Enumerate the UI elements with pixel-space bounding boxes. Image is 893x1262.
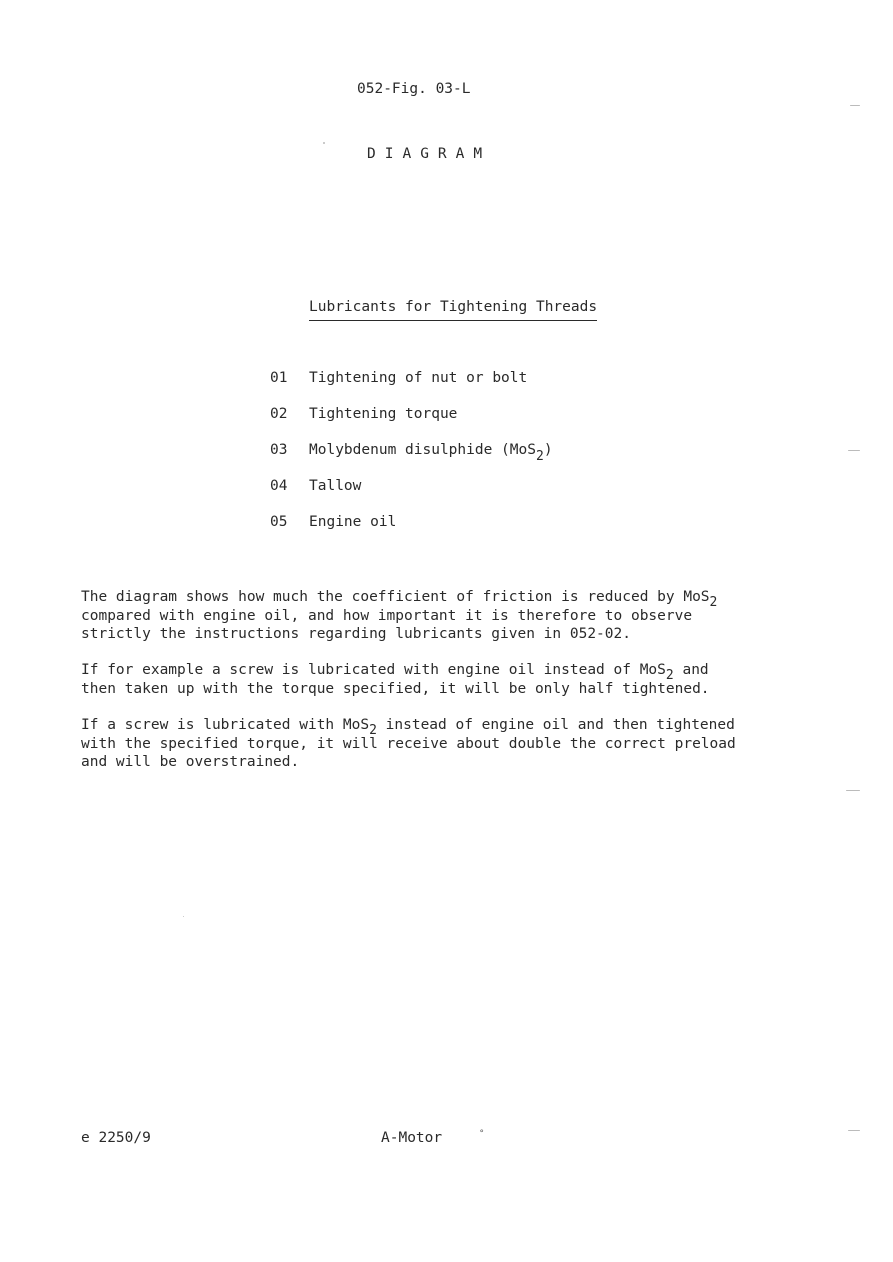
legend-text-suffix: ) — [543, 442, 553, 458]
legend-text: Engine oil — [309, 514, 397, 530]
scan-speck — [846, 790, 860, 791]
text-line: and — [673, 662, 709, 678]
diagram-caption: Lubricants for Tightening Threads — [309, 299, 597, 321]
legend-number: 02 — [270, 406, 288, 422]
footer-title: A-Motor — [381, 1130, 443, 1146]
text-line: strictly the instructions regarding lubricants given in 052-02. — [81, 626, 631, 642]
legend-number: 03 — [270, 442, 288, 458]
subscript: 2 — [665, 668, 674, 683]
legend-item — [270, 370, 553, 406]
scan-speck — [183, 916, 184, 917]
legend-text: Tallow — [309, 478, 362, 494]
legend-number: 04 — [270, 478, 288, 494]
body-text — [81, 588, 781, 789]
subscript: 2 — [709, 595, 718, 610]
figure-reference: 052-Fig. 03-L — [357, 81, 471, 97]
legend-item — [270, 442, 553, 478]
text-line: compared with engine oil, and how important it is therefore to observe — [81, 608, 693, 624]
text-line: If for example a screw is lubricated with engine oil instead of MoS — [81, 662, 666, 678]
document-number: e 2250/9 — [81, 1130, 151, 1146]
text-line: with the specified torque, it will receive about double the correct preload — [81, 736, 736, 752]
scan-speck — [848, 1130, 860, 1131]
scan-speck — [850, 105, 860, 106]
paragraph — [81, 588, 781, 643]
legend-text: Tightening of nut or bolt — [309, 370, 528, 386]
text-line: then taken up with the torque specified, it will be only half tightened. — [81, 681, 710, 697]
paragraph — [81, 716, 781, 771]
scan-speck — [323, 142, 325, 144]
legend-number: 01 — [270, 370, 288, 386]
legend-item — [270, 478, 553, 514]
text-line: and will be overstrained. — [81, 754, 300, 770]
footer-mark: ° — [479, 1129, 485, 1139]
text-line: The diagram shows how much the coefficient of friction is reduced by MoS — [81, 589, 710, 605]
legend-text: Tightening torque — [309, 406, 458, 422]
legend-item — [270, 514, 553, 550]
legend-item — [270, 406, 553, 442]
subscript: 2 — [535, 449, 544, 464]
legend-list — [270, 370, 553, 550]
paragraph — [81, 661, 781, 698]
text-line: instead of engine oil and then tightened — [376, 717, 735, 733]
diagram-title: DIAGRAM — [367, 146, 492, 162]
text-line: If a screw is lubricated with MoS — [81, 717, 370, 733]
legend-number: 05 — [270, 514, 288, 530]
subscript: 2 — [369, 723, 377, 738]
scan-speck — [848, 450, 860, 451]
legend-text-group — [309, 442, 553, 464]
legend-text: Molybdenum disulphide (MoS — [309, 442, 536, 458]
